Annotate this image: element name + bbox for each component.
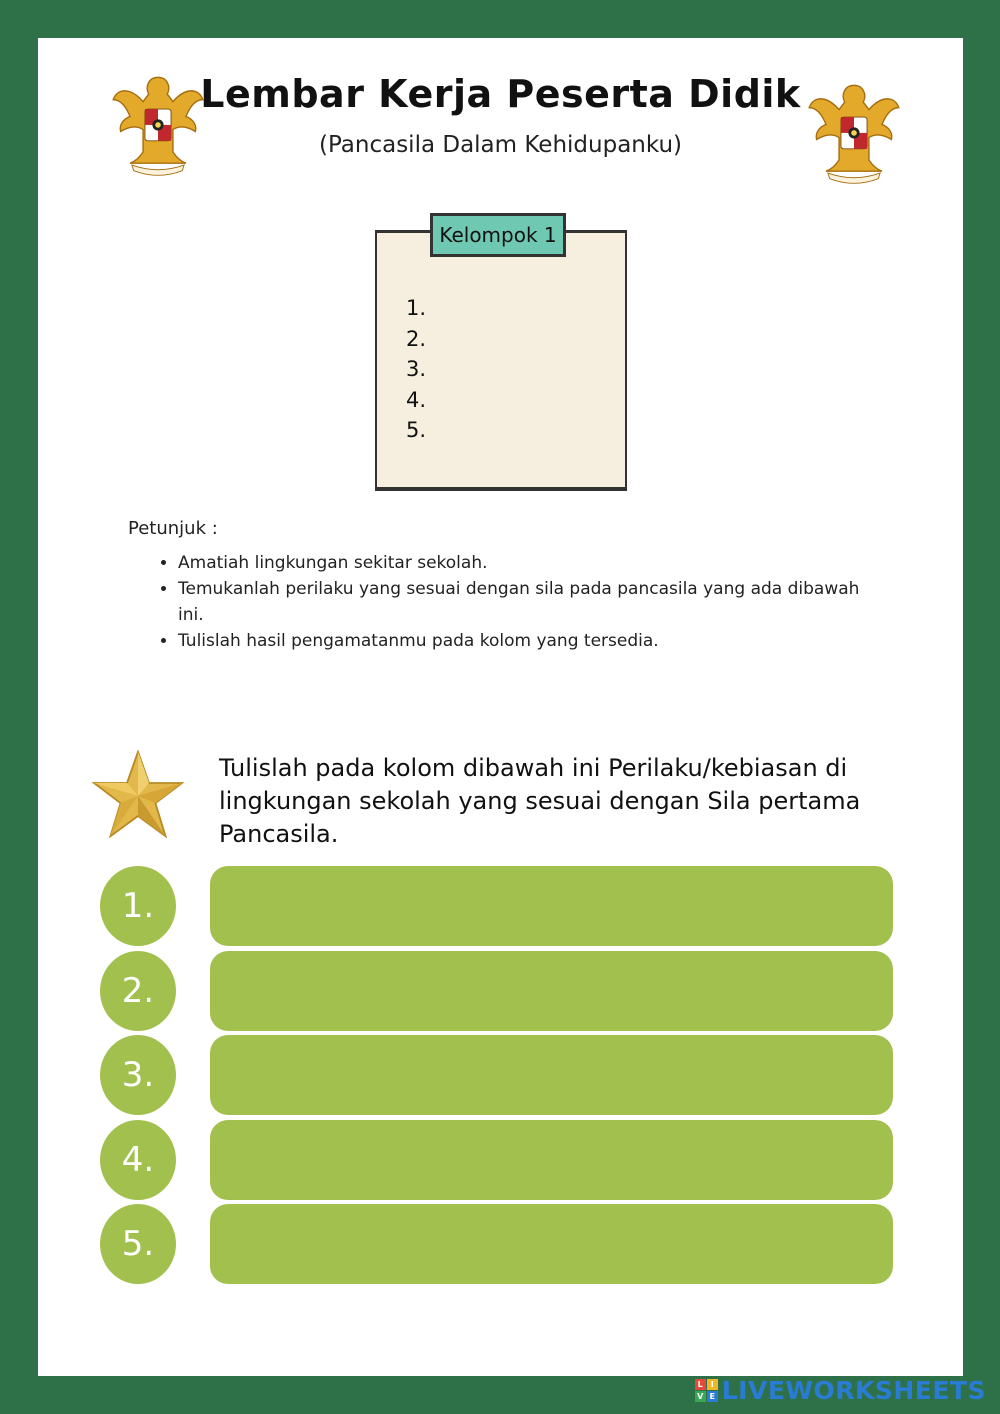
row-number-badge: 4. bbox=[100, 1120, 176, 1200]
liveworksheets-logo-icon: L I V E bbox=[695, 1379, 718, 1402]
instructions-list bbox=[158, 550, 878, 654]
instruction-item: • Amatiah lingkungan sekitar sekolah. bbox=[178, 550, 878, 576]
group-member-item: 1. bbox=[406, 296, 427, 320]
group-members-list bbox=[406, 293, 426, 446]
row-number-badge: 5. bbox=[100, 1204, 176, 1284]
instruction-item: • Temukanlah perilaku yang sesuai dengan sila pada pancasila yang ada dibawah ini. bbox=[178, 576, 878, 628]
group-member-item: 4. bbox=[406, 387, 427, 412]
group-member-item: 5. bbox=[406, 418, 427, 442]
row-number-badge: 2. bbox=[100, 951, 176, 1031]
group-label: Kelompok 1 bbox=[430, 213, 566, 257]
liveworksheets-brand[interactable] bbox=[695, 1376, 986, 1404]
star-icon bbox=[92, 750, 184, 838]
group-member-item: 3. bbox=[406, 357, 427, 381]
answer-field-3[interactable] bbox=[210, 1035, 893, 1115]
answer-field-1[interactable] bbox=[210, 866, 893, 946]
instructions-title: Petunjuk : bbox=[128, 518, 218, 539]
instruction-item: • Tulislah hasil pengamatanmu pada kolom yang tersedia. bbox=[178, 628, 878, 654]
page-subtitle: (Pancasila Dalam Kehidupanku) bbox=[318, 132, 683, 158]
page-title: Lembar Kerja Peserta Didik bbox=[200, 72, 801, 116]
row-number-badge: 3. bbox=[100, 1035, 176, 1115]
task-prompt: Tulislah pada kolom dibawah ini Perilaku/kebiasan di lingkungan sekolah yang sesuai dengan Sila pertama Pancasila. bbox=[219, 754, 861, 848]
answer-field-5[interactable] bbox=[210, 1204, 893, 1284]
row-number-badge: 1. bbox=[100, 866, 176, 946]
brand-text: LIVEWORKSHEETS bbox=[721, 1375, 986, 1405]
answer-field-4[interactable] bbox=[210, 1120, 893, 1200]
answer-field-2[interactable] bbox=[210, 951, 893, 1031]
group-member-item: 2. bbox=[406, 326, 427, 351]
worksheet-page bbox=[38, 38, 963, 1376]
